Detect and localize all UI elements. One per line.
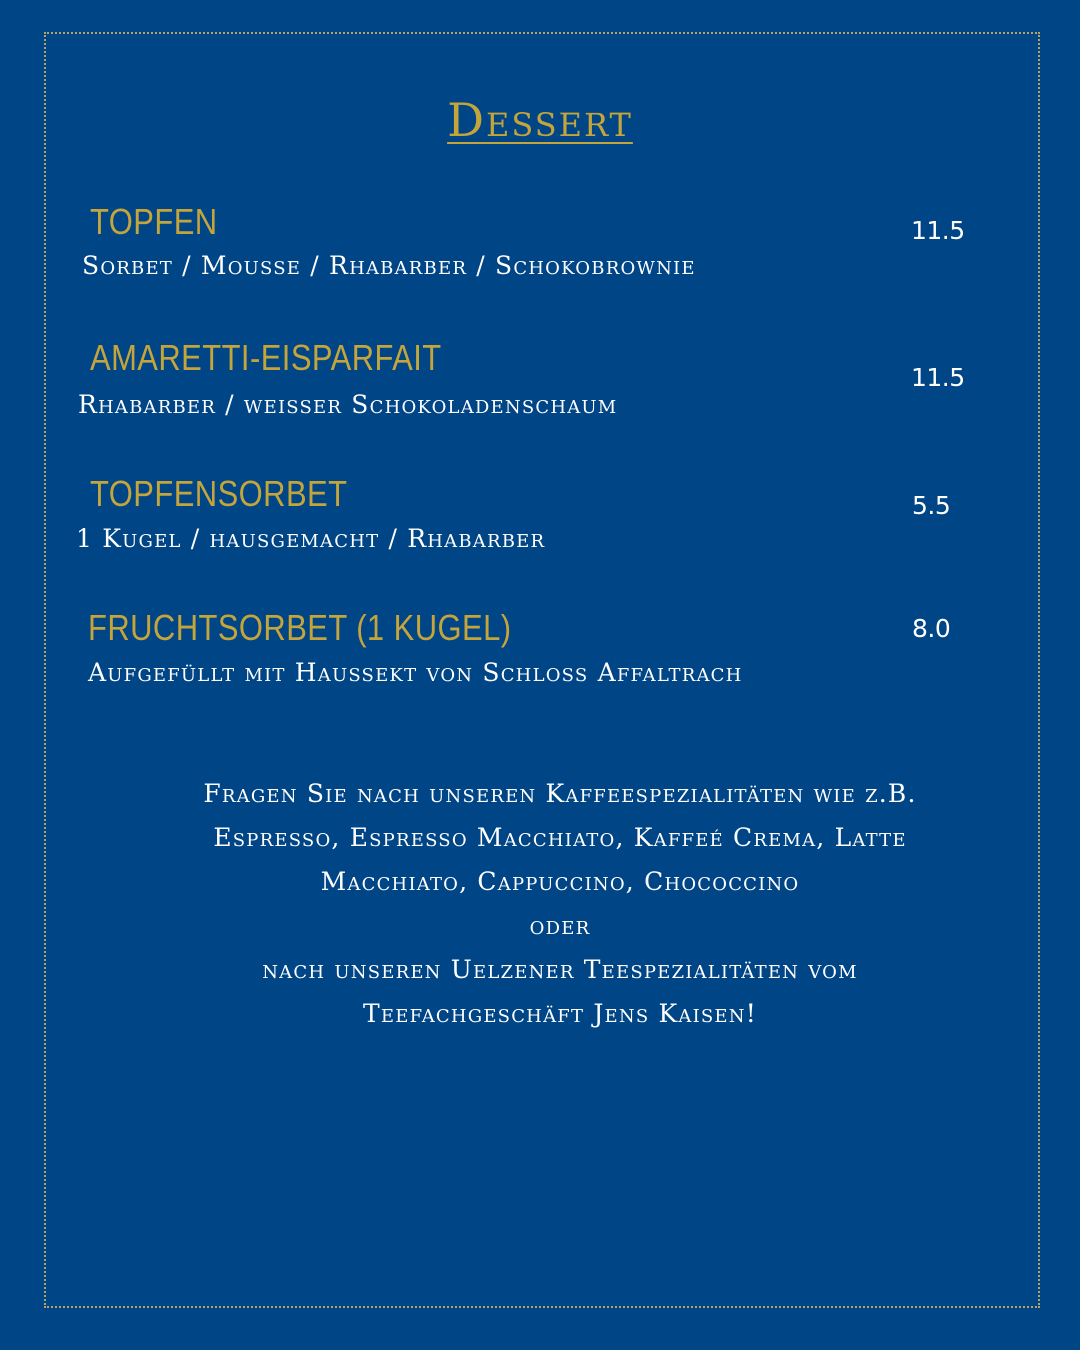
item-name-topfensorbet: TOPFENSORBET xyxy=(90,473,348,514)
item-description-fruchtsorbet: Aufgefüllt mit Haussekt von Schloss Affaltrach xyxy=(88,658,743,687)
note-line: Fragen Sie nach unseren Kaffeespezialitäten wie z.B. xyxy=(203,779,917,808)
note-line: Macchiato, Cappuccino, Chococcino xyxy=(320,867,800,896)
note-line: nach unseren Uelzener Teespezialitäten vom xyxy=(262,955,858,984)
item-description-topfen: Sorbet / Mousse / Rhabarber / Schokobrownie xyxy=(82,251,696,280)
note-line: Espresso, Espresso Macchiato, Kaffeé Crema, Latte xyxy=(213,823,907,852)
item-price-topfen: 11.5 xyxy=(911,216,965,245)
note-line: oder xyxy=(529,911,591,940)
item-price-fruchtsorbet: 8.0 xyxy=(912,614,951,643)
item-description-topfensorbet: 1 Kugel / hausgemacht / Rhabarber xyxy=(76,524,546,553)
item-price-amaretti-eisparfait: 11.5 xyxy=(911,363,965,392)
item-name-fruchtsorbet: FRUCHTSORBET (1 KUGEL) xyxy=(88,607,512,648)
item-name-amaretti-eisparfait: AMARETTI-EISPARFAIT xyxy=(90,337,442,378)
item-description-amaretti-eisparfait: Rhabarber / weisser Schokoladenschaum xyxy=(78,390,618,419)
item-price-topfensorbet: 5.5 xyxy=(912,491,951,520)
menu-title: Dessert xyxy=(447,93,633,147)
item-name-topfen: TOPFEN xyxy=(90,201,218,242)
note-line: Teefachgeschäft Jens Kaisen! xyxy=(363,999,757,1028)
beverage-note xyxy=(160,772,960,1036)
